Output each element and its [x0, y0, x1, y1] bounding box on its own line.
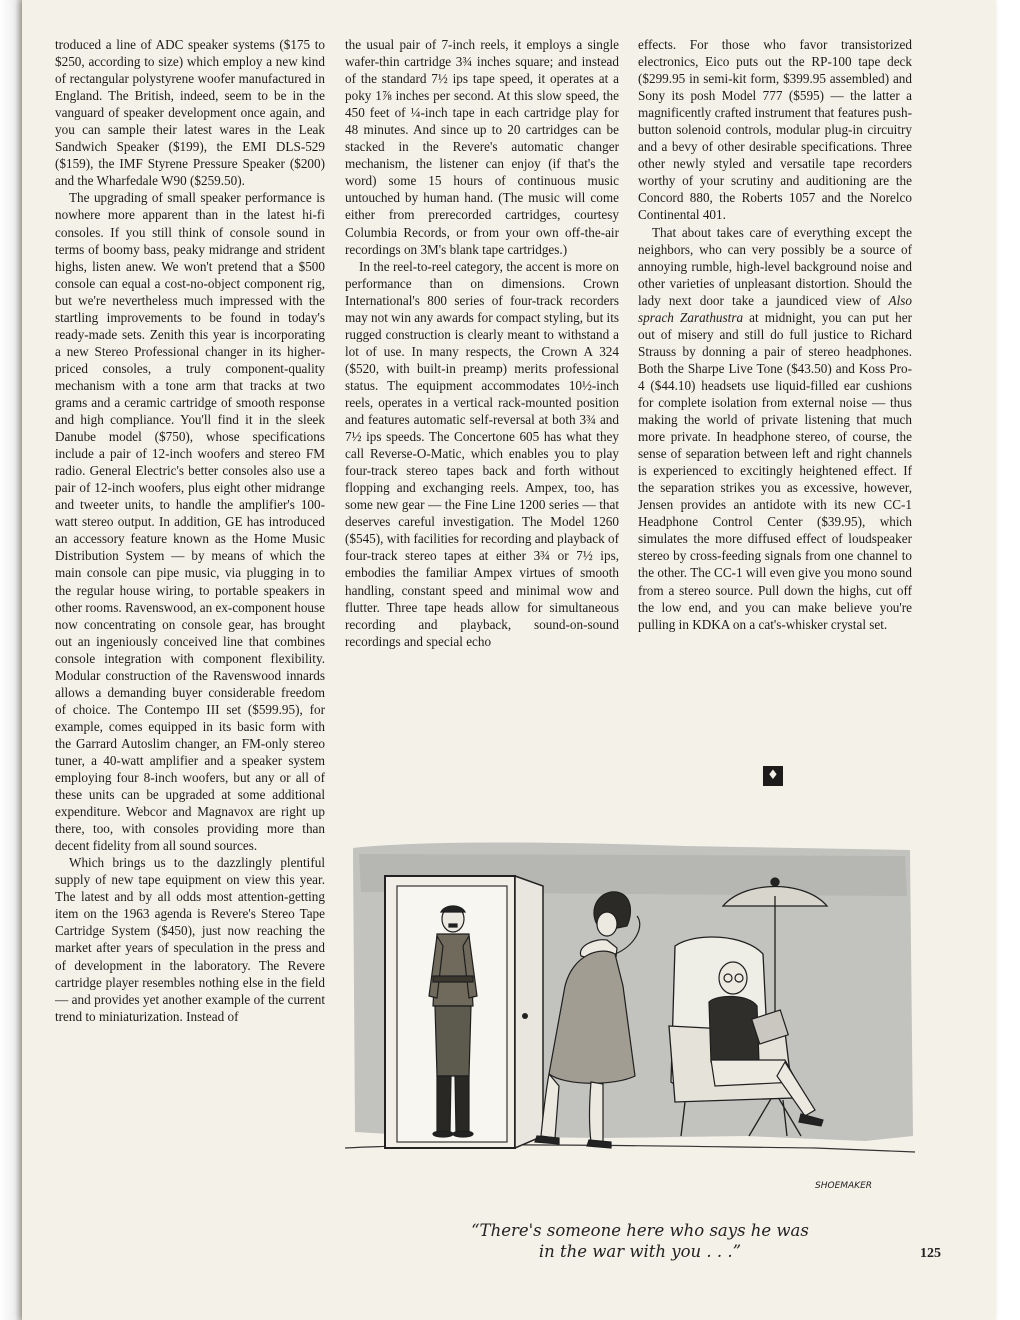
work-title: Also sprach Zarathustra	[638, 292, 912, 325]
article-paragraph: effects. For those who favor transistorized electronics, Eico puts out the RP-100 tape deck ($299.95 in semi-kit form, $399.95 assembled) and Sony its posh Model 777 ($595) — the latter a magnificently crafted instrument that features push-button solenoid controls, modular plug-in circuitry and a bevy of other desirable specifications. Three other newly styled and versatile tape recorders worthy of your scrutiny and auditioning are the Concord 880, the Roberts 1057 and the Norelco Continental 401.	[638, 37, 912, 223]
article-paragraph: The upgrading of small speaker performance is nowhere more apparent than in the latest hi-fi consoles. If you still think of console sound in terms of boomy bass, peaky midrange and strident highs, listen anew. We won't pretend that a $500 console can equal a cost-no-object component rig, but we're nevertheless much impressed with the startling improvements to be found in today's ready-made sets. Zenith this year is incorporating a new Stereo Professional changer in its higher-priced consoles, a truly component-quality mechanism with a tone arm that tracks at two grams and a ceramic cartridge of smooth response and high compliance. You'll find it in the sleek Danube model ($750), whose specifications include a pair of 12-inch woofers and stereo FM radio. General Electric's better consoles also use a pair of 12-inch woofers, plus eight other midrange and tweeter units, to handle the amplifier's 100-watt stereo output. In addition, GE has introduced an accessory feature known as the Home Music Distribution System — by means of which the main console can pipe music, via plugging in to the regular house wiring, to portable speakers in other rooms. Ravenswood, an ex-component house now concentrating on console gear, has brought out an ingeniously conceived line that combines console integration with component flexibility. Modular construction of the Ravenswood innards allows a demanding buyer considerable freedom of choice. The Contempo III set ($599.95), for example, comes equipped in its basic form with the Garrard Autoslim changer, an FM-only stereo tuner, a 40-watt amplifier and a speaker system employing four 8-inch woofers, but any or all of these units can be upgraded at some additional expenditure. Webcor and Magnavox are right up there, too, with consoles providing more than decent fidelity from all sound sources.	[55, 190, 325, 854]
article-paragraph: the usual pair of 7-inch reels, it employs a single wafer-thin cartridge 3¾ inches square; and instead of the standard 7½ ips tape speed, it operates at a poky 1⅞ inches per second. At this slow speed, the 450 feet of ¼-inch tape in each cartridge play for 48 minutes. And since up to 20 cartridges can be stacked in the Revere's automatic changer mechanism, the listener can enjoy (if that's the word) some 15 hours of continuous music untouched by human hand. (The music will come either from prerecorded cartridges, courtesy Columbia Records, or from your own off-the-air recordings on 3M's blank tape cartridges.)	[345, 37, 619, 257]
article-column-2	[345, 36, 619, 650]
caption-line: “There's someone here who says he was	[471, 1221, 809, 1240]
rabbit-head-icon: ♦	[763, 766, 783, 786]
cartoonist-signature: SHOEMAKER	[815, 1181, 873, 1191]
paragraph-text: That about takes care of everything except the neighbors, who can very possibly be a source of annoying rumble, high-level background noise and other varieties of unpleasant distortion. Should the lady next door take a jaundiced view of	[638, 224, 912, 308]
caption-line: in the war with you . . .”	[538, 1242, 742, 1261]
paragraph-text: at midnight, you can put her out of misery and still do full justice to Richard Strauss by donning a pair of stereo headphones. Both the Sharpe Live Tone ($43.50) and Koss Pro-4 ($44.10) headsets use liquid-filled ear cushions for complete isolation from external noise — thus making the world of private listening that much more private. In headphone stereo, of course, the sense of separation between left and right channels is experienced to excitingly heightened effect. If the separation strikes you as excessive, however, Jensen provides an antidote with its new CC-1 Headphone Control Center ($39.95), which simulates the more diffused effect of loudspeaker stereo by cross-feeding signals from one channel to the other. The CC-1 will even give you mono sound from a stereo source. Pull down the highs, cut off the low end, and you can make believe you're pulling in KDKA on a cat's-whisker crystal set.	[638, 309, 912, 632]
page-number: 125	[920, 1246, 941, 1261]
cartoon-caption	[400, 1220, 880, 1262]
page-edge	[0, 0, 22, 1320]
article-paragraph: Which brings us to the dazzlingly plentiful supply of new tape equipment on view this year. The latest and by all odds most attention-getting item on the 1963 agenda is Revere's Stereo Tape Cartridge System ($450), just now reaching the market after years of speculation in the press and of development in the laboratory. The Revere cartridge player resembles nothing else in the field — and provides yet another example of the current trend to miniaturization. Instead of	[55, 855, 325, 1024]
article-paragraph: In the reel-to-reel category, the accent is more on performance than on dimensions. Crown International's 800 series of four-track recorders may not win any awards for compact styling, but its rugged construction is clearly meant to withstand a lot of use. In many respects, the Crown A 324 ($520, with built-in preamp) merits professional status. The equipment accommodates 10½-inch reels, operates in a vertical rack-mounted position and features automatic self-reversal at both 3¾ and 7½ ips speeds. The Concertone 605 has what they call Reverse-O-Matic, which enables you to play four-track stereo tapes back and forth without flopping and exchanging reels. Ampex, too, has some new gear — the Fine Line 1200 series — that deserves careful investigation. The Model 1260 ($545), with facilities for recording and playback of four-track stereo tapes at either 3¾ or 7½ ips, embodies the familiar Ampex virtues of smooth handling, constant speed and minimal wow and flutter. Three tape heads allow for simultaneous recording and playback, sound-on-sound recordings and special echo	[345, 258, 619, 649]
article-paragraph: troduced a line of ADC speaker systems ($175 to $250, according to size) which employ a new kind of rectangular polystyrene woofer manufactured in England. The British, indeed, seem to be in the vanguard of speaker development once again, and you can sample their latest wares in the Leak Sandwich Speaker ($199), the EMI DLS-529 ($159), the IMF Styrene Pressure Speaker ($200) and the Wharfedale W90 ($259.50).	[55, 37, 325, 189]
article-column-1	[55, 36, 325, 1025]
article-column-3	[638, 36, 912, 633]
cartoon-illustration	[345, 836, 915, 1214]
article-paragraph	[638, 224, 912, 633]
